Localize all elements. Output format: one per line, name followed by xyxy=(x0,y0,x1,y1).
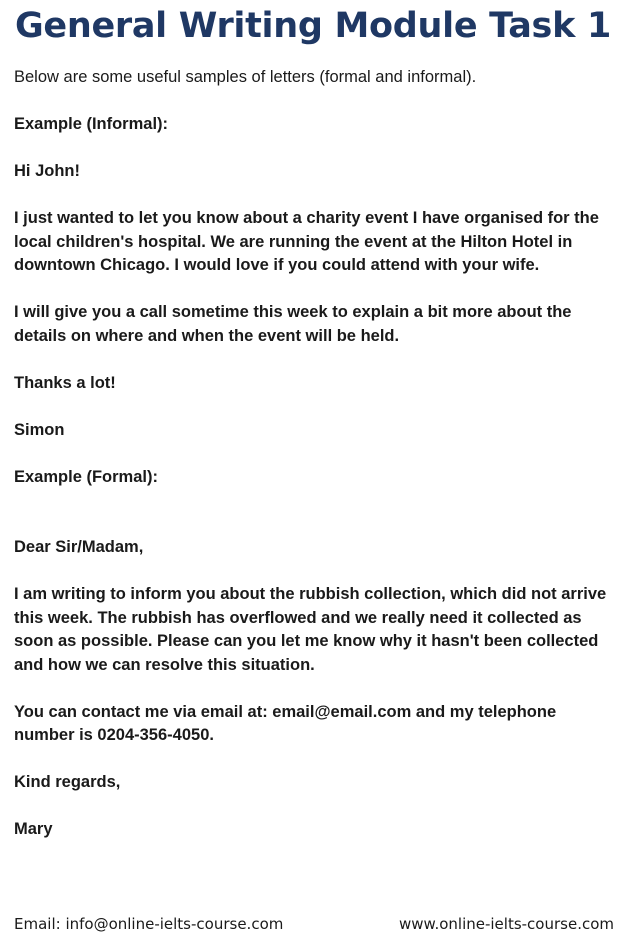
informal-greeting: Hi John! xyxy=(14,162,80,180)
informal-signature: Simon xyxy=(14,420,65,439)
formal-paragraph-2: You can contact me via email at: email@email.com and my telephone number is 0204-356-4050. xyxy=(14,702,557,744)
informal-closing: Thanks a lot! xyxy=(14,373,116,392)
informal-paragraph-1: I just wanted to let you know about a charity event I have organised for the local children's hospital. We are running the event at the Hilton Hotel in downtown Chicago. I would love if you could attend with your wife. xyxy=(14,209,599,274)
footer-email: Email: info@online-ielts-course.com xyxy=(14,915,284,933)
page-title: General Writing Module Task 1 xyxy=(14,6,611,46)
formal-closing: Kind regards, xyxy=(14,773,121,791)
footer-website: www.online-ielts-course.com xyxy=(399,915,614,933)
informal-paragraph-2: I will give you a call sometime this week to explain a bit more about the details on where and when the event will be held. xyxy=(14,303,572,345)
letter-samples xyxy=(14,66,614,842)
formal-paragraph-1: I am writing to inform you about the rubbish collection, which did not arrive this week. The rubbish has overflowed and we really need it collected as soon as possible. Please can you let me know why it hasn't been collected and how we can resolve this situation. xyxy=(14,585,607,674)
formal-signature: Mary xyxy=(14,820,53,838)
formal-heading: Example (Formal): xyxy=(14,467,158,486)
formal-greeting: Dear Sir/Madam, xyxy=(14,538,144,556)
intro-text: Below are some useful samples of letters (formal and informal). xyxy=(14,68,477,86)
informal-heading: Example (Informal): xyxy=(14,115,169,133)
